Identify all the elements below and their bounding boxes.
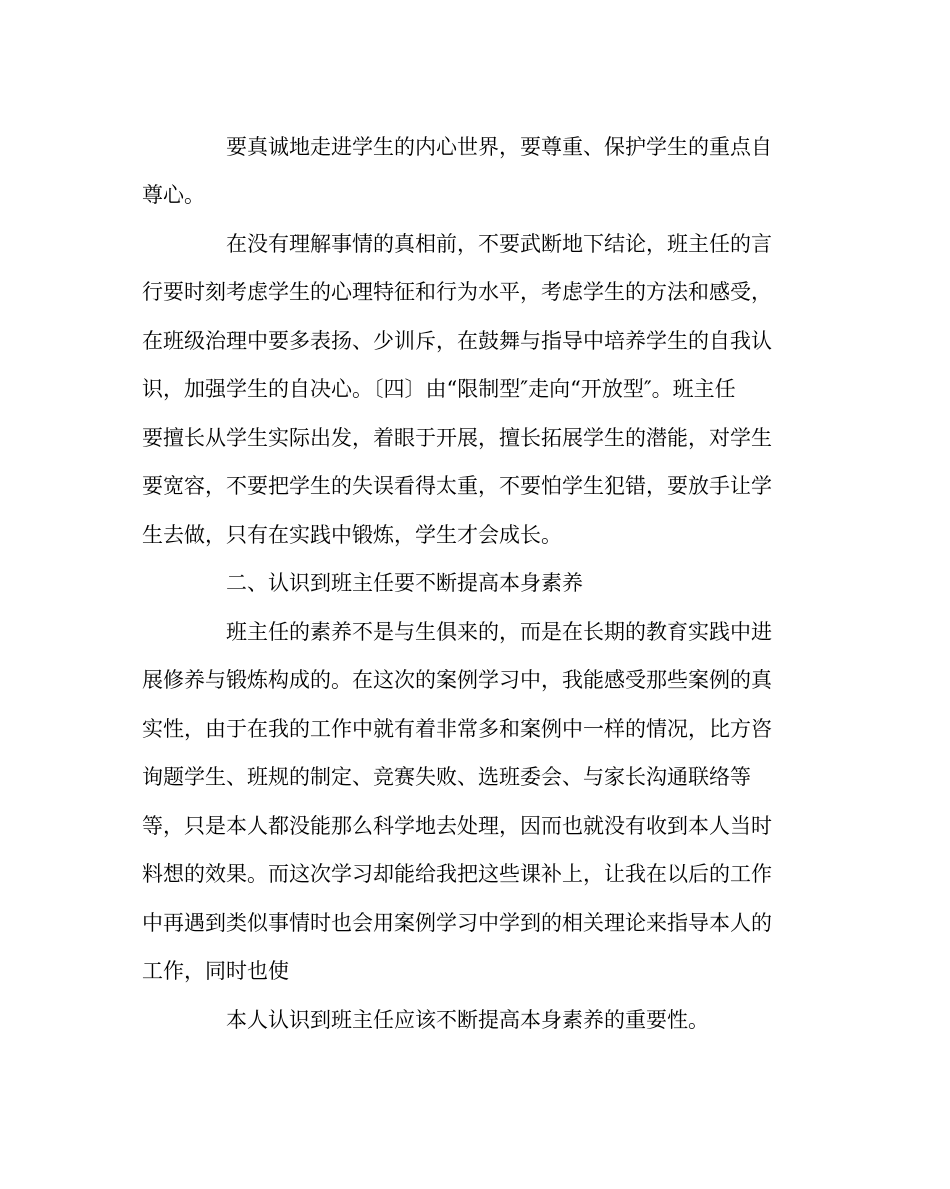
section-heading: 二、认识到班主任要不断提高本身素养	[226, 571, 583, 595]
text-line: 要擅长从学生实际出发，着眼于开展，擅长拓展学生的潜能，对学生	[142, 426, 772, 450]
text-line: 实性，由于在我的工作中就有着非常多和案例中一样的情况，比方咨	[142, 717, 772, 741]
text-line: 在班级治理中要多表扬、少训斥，在鼓舞与指导中培养学生的自我认	[142, 329, 772, 353]
text-line: 在没有理解事情的真相前，不要武断地下结论，班主任的言	[226, 232, 772, 256]
text-line: 行要时刻考虑学生的心理特征和行为水平，考虑学生的方法和感受，	[142, 280, 772, 304]
text-line: 要宽容，不要把学生的失误看得太重，不要怕学生犯错，要放手让学	[142, 474, 772, 498]
text-line: 本人认识到班主任应该不断提高本身素养的重要性。	[226, 1008, 709, 1032]
text-line: 生去做，只有在实践中锻炼，学生才会成长。	[142, 523, 562, 547]
text-line: 要真诚地走进学生的内心世界，要尊重、保护学生的重点自	[226, 135, 772, 159]
text-line: 工作，同时也使	[142, 959, 289, 983]
text-line: 料想的效果。而这次学习却能给我把这些课补上，让我在以后的工作	[142, 862, 772, 886]
text-line: 展修养与锻炼构成的。在这次的案例学习中，我能感受那些案例的真	[142, 668, 772, 692]
text-line: 询题学生、班规的制定、竞赛失败、选班委会、与家长沟通联络等	[142, 765, 751, 789]
text-line: 班主任的素养不是与生俱来的，而是在长期的教育实践中进	[226, 620, 772, 644]
text-line: 中再遇到类似事情时也会用案例学习中学到的相关理论来指导本人的	[142, 911, 772, 935]
text-line: 识，加强学生的自决心。〔四〕由“限制型″走向“开放型″。班主任	[142, 377, 736, 401]
text-line: 等，只是本人都没能那么科学地去处理，因而也就没有收到本人当时	[142, 814, 772, 838]
text-line: 尊心。	[142, 183, 205, 207]
